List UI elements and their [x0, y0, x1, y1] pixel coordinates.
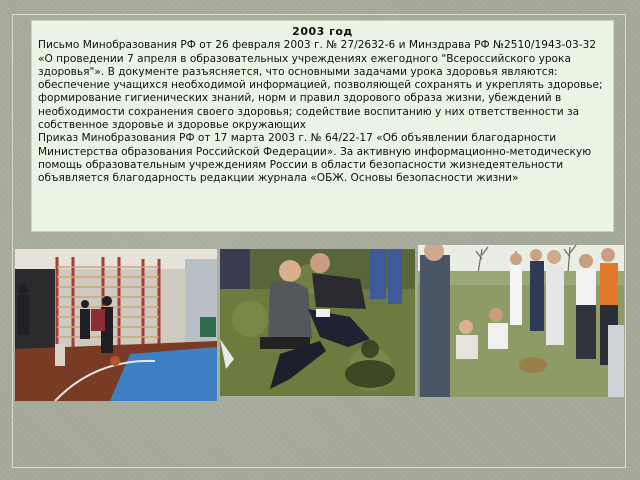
outdoor-group-photo-icon [418, 245, 624, 397]
text-panel [31, 20, 614, 232]
paragraph-letter: Письмо Минобразования РФ от 26 февраля 2003 г. № 27/2632-6 и Минздрава РФ №2510/1943-03-32 «О проведении 7 апреля в образовательных учреждениях ежегодного "Всероссийского урока здоровья"». В документе разъясняется, что основными задачами урока здоровья являются: обеспечение учащихся необходимой информацией, позволяющей сохранять и укреплять здоровье; формирование гигиенических знаний, норм и правил здорового образа жизни, убеждений в необходимости сохранения своего здоровья; содействие воспитанию у них ответственности за собственное здоровье и здоровье окружающих [38, 39, 603, 132]
gym-photo-icon [15, 249, 217, 401]
year-heading: 2003 год [292, 25, 353, 38]
paragraph-order: Приказ Минобразования РФ от 17 марта 2003 г. № 64/22-17 «Об объявлении благодарности Министерства образования Российской Федерации». За активную информационно-методическую помощь образовательным учреждениям России в области безопасности жизнедеятельности объявляется благодарность редакции журнала «ОБЖ. Основы безопасности жизни» [38, 132, 592, 185]
first-aid-photo-icon [220, 249, 415, 396]
